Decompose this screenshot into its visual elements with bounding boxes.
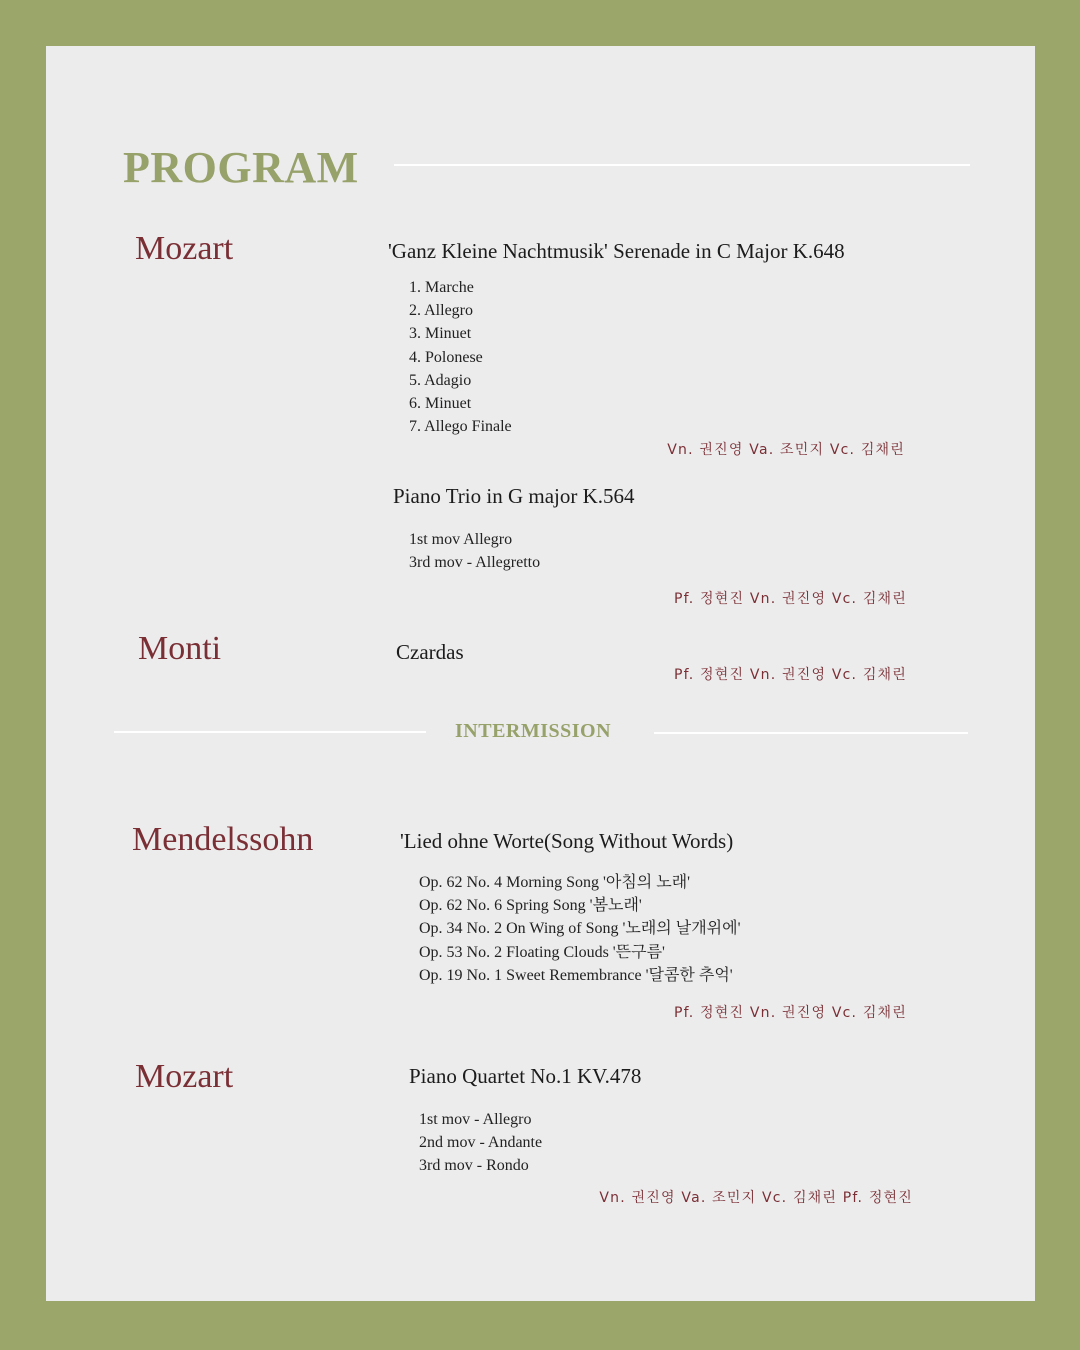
- performers: Vn. 권진영 Va. 조민지 Vc. 김채린 Pf. 정현진: [599, 1190, 913, 1206]
- movement-list: [409, 528, 540, 574]
- work-title: Piano Quartet No.1 KV.478: [409, 1064, 642, 1088]
- intermission-divider-left: [114, 731, 426, 733]
- movement-item: Op. 53 No. 2 Floating Clouds '뜬구름': [419, 943, 665, 961]
- movement-item: 1. Marche: [409, 279, 474, 296]
- work-title: 'Lied ohne Worte(Song Without Words): [400, 829, 734, 853]
- performers: Pf. 정현진 Vn. 권진영 Vc. 김채린: [674, 591, 907, 607]
- work-title: Piano Trio in G major K.564: [393, 484, 635, 508]
- performers: Pf. 정현진 Vn. 권진영 Vc. 김채린: [674, 1005, 907, 1021]
- composer-name: Monti: [138, 630, 222, 667]
- intermission-label: INTERMISSION: [455, 720, 612, 742]
- title-divider: [394, 164, 970, 166]
- movement-list: [419, 871, 740, 987]
- movement-item: 3rd mov - Rondo: [419, 1157, 529, 1175]
- movement-item: Op. 62 No. 6 Spring Song '봄노래': [419, 897, 642, 915]
- movement-item: 1st mov - Allegro: [419, 1111, 532, 1128]
- intermission-divider-right: [654, 732, 968, 734]
- program-card: [46, 46, 1035, 1301]
- movement-item: 1st mov Allegro: [409, 531, 513, 548]
- movement-list: [409, 276, 512, 438]
- movement-item: 2. Allegro: [409, 302, 473, 320]
- movement-item: 7. Allego Finale: [409, 418, 512, 436]
- page-title: PROGRAM: [123, 143, 359, 192]
- movement-item: Op. 62 No. 4 Morning Song '아침의 노래': [419, 874, 691, 891]
- movement-item: 2nd mov - Andante: [419, 1134, 543, 1152]
- work-title: Czardas: [396, 640, 464, 664]
- movement-item: 3. Minuet: [409, 325, 472, 343]
- movement-item: 5. Adagio: [409, 371, 472, 389]
- movement-item: 6. Minuet: [409, 395, 472, 413]
- composer-name: Mendelssohn: [132, 821, 314, 858]
- performers: Pf. 정현진 Vn. 권진영 Vc. 김채린: [674, 667, 907, 683]
- movement-item: Op. 34 No. 2 On Wing of Song '노래의 날개위에': [419, 920, 741, 938]
- movement-item: Op. 19 No. 1 Sweet Remembrance '달콤한 추억': [419, 966, 733, 984]
- composer-name: Mozart: [135, 1058, 234, 1095]
- movement-item: 4. Polonese: [409, 348, 483, 366]
- movement-list: [419, 1108, 542, 1178]
- composer-name: Mozart: [135, 230, 234, 267]
- work-title: 'Ganz Kleine Nachtmusik' Serenade in C Major K.648: [388, 239, 845, 263]
- performers: Vn. 권진영 Va. 조민지 Vc. 김채린: [667, 442, 905, 458]
- movement-item: 3rd mov - Allegretto: [409, 554, 541, 572]
